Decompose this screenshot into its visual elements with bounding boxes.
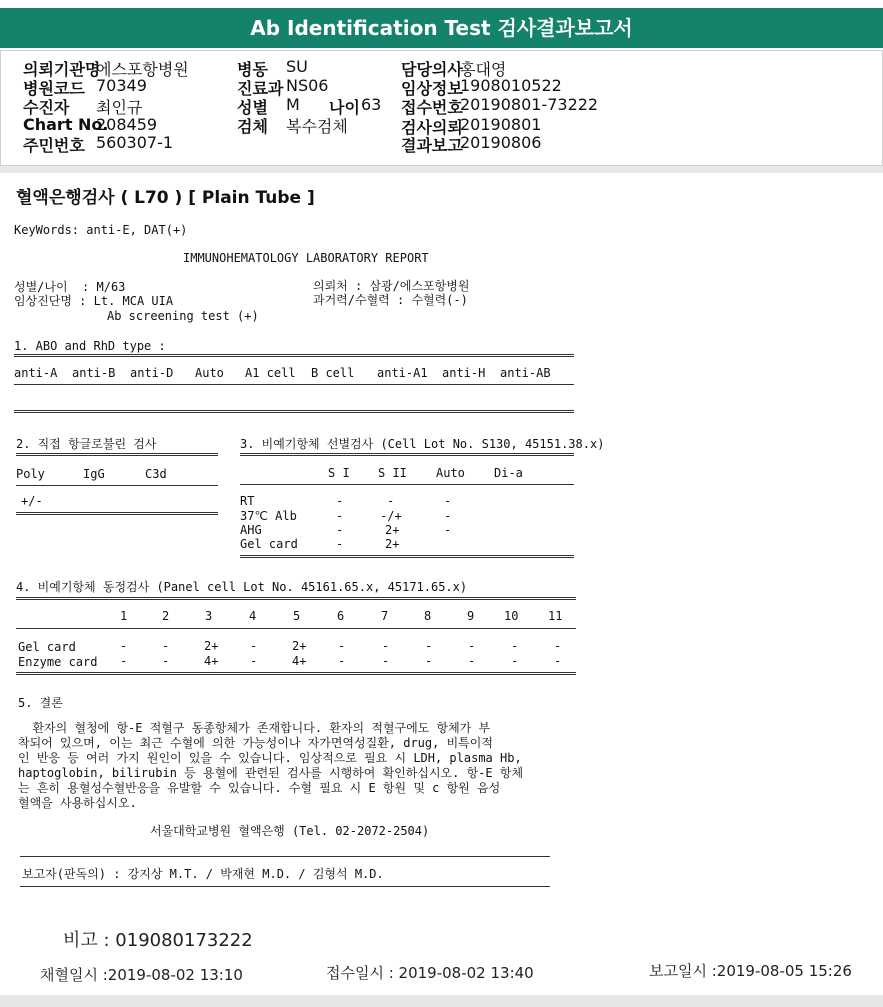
sex-label: 성별 <box>237 98 268 117</box>
result-date-label: 결과보고 <box>401 136 463 155</box>
department-value: NS06 <box>286 76 329 95</box>
s3-cell: - <box>336 509 344 523</box>
s3-cell: - <box>336 537 344 551</box>
conclusion-line: 인 반응 등 여러 가지 원인이 있을 수 있습니다. 임상적으로 필요 시 LDH, plasma Hb, <box>18 751 522 765</box>
ward-label: 병동 <box>237 60 268 79</box>
s2-value: +/- <box>21 494 43 508</box>
hospital-code-label: 병원코드 <box>23 79 85 98</box>
resident-no-label: 주민번호 <box>23 136 85 155</box>
s1-header: anti-A <box>14 366 58 380</box>
department-label: 진료과 <box>237 79 284 98</box>
s3-rule-bottom <box>240 555 574 558</box>
transfusion-history: 과거력/수혈력 : 수혈력(-) <box>313 293 468 307</box>
s4-rule-bottom <box>16 672 576 675</box>
ward-value: SU <box>286 57 308 76</box>
s5-title: 5. 결론 <box>18 696 63 710</box>
s4-cell: 4+ <box>292 654 307 668</box>
s3-cell: - <box>444 509 452 523</box>
s4-cell: - <box>250 654 258 668</box>
s3-cell: -/+ <box>380 509 402 523</box>
specimen-label: 검체 <box>237 117 268 136</box>
s1-header: anti-AB <box>500 366 551 380</box>
footer-note: 비고 : 019080173222 <box>63 930 253 951</box>
request-date-label: 검사의뢰 <box>401 118 463 137</box>
s4-row-name: Enzyme card <box>18 655 98 669</box>
s1-rule-mid <box>14 384 574 385</box>
s3-row-name: 37℃ Alb <box>240 509 297 523</box>
s2-rule-bottom <box>16 512 218 515</box>
s4-cell: - <box>468 639 476 653</box>
s3-cell: - <box>444 523 452 537</box>
patient-info-box <box>0 50 883 166</box>
s4-cell-no: 3 <box>205 609 213 623</box>
requester: 의뢰처 : 삼광/에스포항병원 <box>313 279 470 293</box>
s1-header: anti-B <box>72 366 116 380</box>
s3-header: S I <box>328 466 350 480</box>
s4-cell: - <box>250 639 258 653</box>
s4-cell: - <box>338 654 346 668</box>
s3-cell: - <box>444 494 452 508</box>
keywords: KeyWords: anti-E, DAT(+) <box>14 223 188 237</box>
s4-cell: - <box>554 654 562 668</box>
s4-cell-no: 4 <box>249 609 257 623</box>
age-label: 나이 <box>329 98 360 117</box>
footer-collected: 채혈일시 :2019-08-02 13:10 <box>40 966 243 984</box>
s4-cell-no: 7 <box>381 609 389 623</box>
s4-cell: - <box>425 654 433 668</box>
s4-cell: - <box>382 654 390 668</box>
report-title: Ab Identification Test 검사결과보고서 <box>250 16 633 40</box>
physician-value: 홍대영 <box>460 60 507 79</box>
institution: 서울대학교병원 혈액은행 (Tel. 02-2072-2504) <box>150 824 430 838</box>
s4-row-name: Gel card <box>18 640 76 654</box>
s3-rule-mid <box>240 484 574 485</box>
s3-cell: 2+ <box>385 523 400 537</box>
specimen-value: 복수검체 <box>286 117 348 136</box>
patient-value: 최인규 <box>96 98 143 117</box>
s4-cell: - <box>425 639 433 653</box>
s3-cell: - <box>336 494 344 508</box>
s4-cell: - <box>120 654 128 668</box>
s4-cell-no: 2 <box>162 609 170 623</box>
s4-cell: - <box>511 654 519 668</box>
s3-cell: - <box>336 523 344 537</box>
clinical-info-label: 임상정보 <box>401 79 463 98</box>
hospital-code-value: 70349 <box>96 76 147 95</box>
s4-rule-top <box>16 597 576 600</box>
s1-rule-top <box>14 354 574 357</box>
reporter: 보고자(판독의) : 강지상 M.T. / 박재현 M.D. / 김형석 M.D. <box>22 867 384 881</box>
s3-row-name: AHG <box>240 523 262 537</box>
physician-label: 담당의사 <box>401 60 463 79</box>
conclusion-line: 혈액을 사용하십시오. <box>18 796 137 810</box>
s4-cell-no: 10 <box>504 609 519 623</box>
s1-rule-bottom <box>14 410 574 413</box>
s4-cell: 2+ <box>204 639 219 653</box>
request-date-value: 20190801 <box>460 115 542 134</box>
s2-header: C3d <box>145 467 167 481</box>
s3-row-name: RT <box>240 494 255 508</box>
clinical-info-value: 1908010522 <box>460 76 562 95</box>
lab-report-title: IMMUNOHEMATOLOGY LABORATORY REPORT <box>183 251 429 265</box>
s2-rule-mid <box>16 485 218 486</box>
s4-cell: 4+ <box>204 654 219 668</box>
accession-label: 접수번호 <box>401 98 463 117</box>
s4-cell-no: 1 <box>120 609 128 623</box>
s4-cell-no: 9 <box>467 609 475 623</box>
footer-reported: 보고일시 :2019-08-05 15:26 <box>649 962 852 980</box>
s1-header: anti-D <box>130 366 174 380</box>
facility-label: 의뢰기관명 <box>23 60 101 79</box>
s1-header: anti-H <box>442 366 486 380</box>
s2-header: Poly <box>16 467 45 481</box>
s4-cell-no: 11 <box>548 609 563 623</box>
s1-header: Auto <box>195 366 224 380</box>
section-divider <box>0 166 883 173</box>
s4-cell: 2+ <box>292 639 307 653</box>
s4-cell: - <box>468 654 476 668</box>
s4-rule-mid <box>16 628 576 629</box>
s4-cell: - <box>382 639 390 653</box>
s3-header: S II <box>378 466 407 480</box>
signature-rule-bottom <box>20 886 550 887</box>
s4-title: 4. 비예기항체 동정검사 (Panel cell Lot No. 45161.65.x, 45171.65.x) <box>16 580 468 594</box>
s4-cell-no: 8 <box>424 609 432 623</box>
conclusion-line: 환자의 혈청에 항-E 적혈구 동종항체가 존재합니다. 환자의 적혈구에도 항체가 부 <box>18 721 491 735</box>
report-header <box>0 8 883 48</box>
resident-no-value: 560307-1 <box>96 133 174 152</box>
s3-row-name: Gel card <box>240 537 298 551</box>
s4-cell: - <box>120 639 128 653</box>
s1-header: A1 cell <box>245 366 296 380</box>
result-date-value: 20190806 <box>460 133 542 152</box>
sex-value: M <box>286 95 300 114</box>
conclusion-line: 는 흔히 용혈성수혈반응을 유발할 수 있습니다. 수혈 필요 시 E 항원 및 c 항원 음성 <box>18 781 501 795</box>
s2-rule-top <box>16 453 218 456</box>
s2-title: 2. 직접 항글로불린 검사 <box>16 437 157 451</box>
chart-no-label: Chart No. <box>23 115 109 134</box>
conclusion-line: haptoglobin, bilirubin 등 용혈에 관련된 검사를 시행하여 확인하십시오. 항-E 항체 <box>18 766 524 780</box>
sex-age: 성별/나이 : M/63 <box>14 280 126 294</box>
s4-cell: - <box>554 639 562 653</box>
s2-header: IgG <box>83 467 105 481</box>
s1-title: 1. ABO and RhD type : <box>14 339 166 353</box>
s4-cell: - <box>338 639 346 653</box>
s3-rule-top <box>240 453 574 456</box>
bottom-band <box>0 995 883 1007</box>
diagnosis: 임상진단명 : Lt. MCA UIA <box>14 294 174 308</box>
s3-header: Di-a <box>494 466 523 480</box>
footer-received: 접수일시 : 2019-08-02 13:40 <box>326 964 534 982</box>
conclusion-line: 착되어 있으며, 이는 최근 수혈에 의한 가능성이나 자가면역성질환, drug, 비특이적 <box>18 736 493 750</box>
accession-value: 20190801-73222 <box>460 95 599 114</box>
s4-cell: - <box>162 639 170 653</box>
signature-rule-top <box>20 856 550 857</box>
s4-cell-no: 5 <box>293 609 301 623</box>
s3-title: 3. 비예기항체 선별검사 (Cell Lot No. S130, 45151.38.x) <box>240 437 605 451</box>
s1-header: B cell <box>311 366 355 380</box>
diagnosis-extra: Ab screening test (+) <box>107 309 259 323</box>
age-value: 63 <box>361 95 382 114</box>
s3-header: Auto <box>436 466 465 480</box>
s4-cell-no: 6 <box>337 609 345 623</box>
s4-cell: - <box>162 654 170 668</box>
patient-label: 수진자 <box>23 98 70 117</box>
facility-value: 에스포항병원 <box>96 60 189 79</box>
s3-cell: 2+ <box>385 537 400 551</box>
s4-cell: - <box>511 639 519 653</box>
s3-cell: - <box>387 494 395 508</box>
chart-no-value: 208459 <box>96 115 158 134</box>
s1-header: anti-A1 <box>377 366 428 380</box>
section-title: 혈액은행검사 ( L70 ) [ Plain Tube ] <box>16 188 315 208</box>
